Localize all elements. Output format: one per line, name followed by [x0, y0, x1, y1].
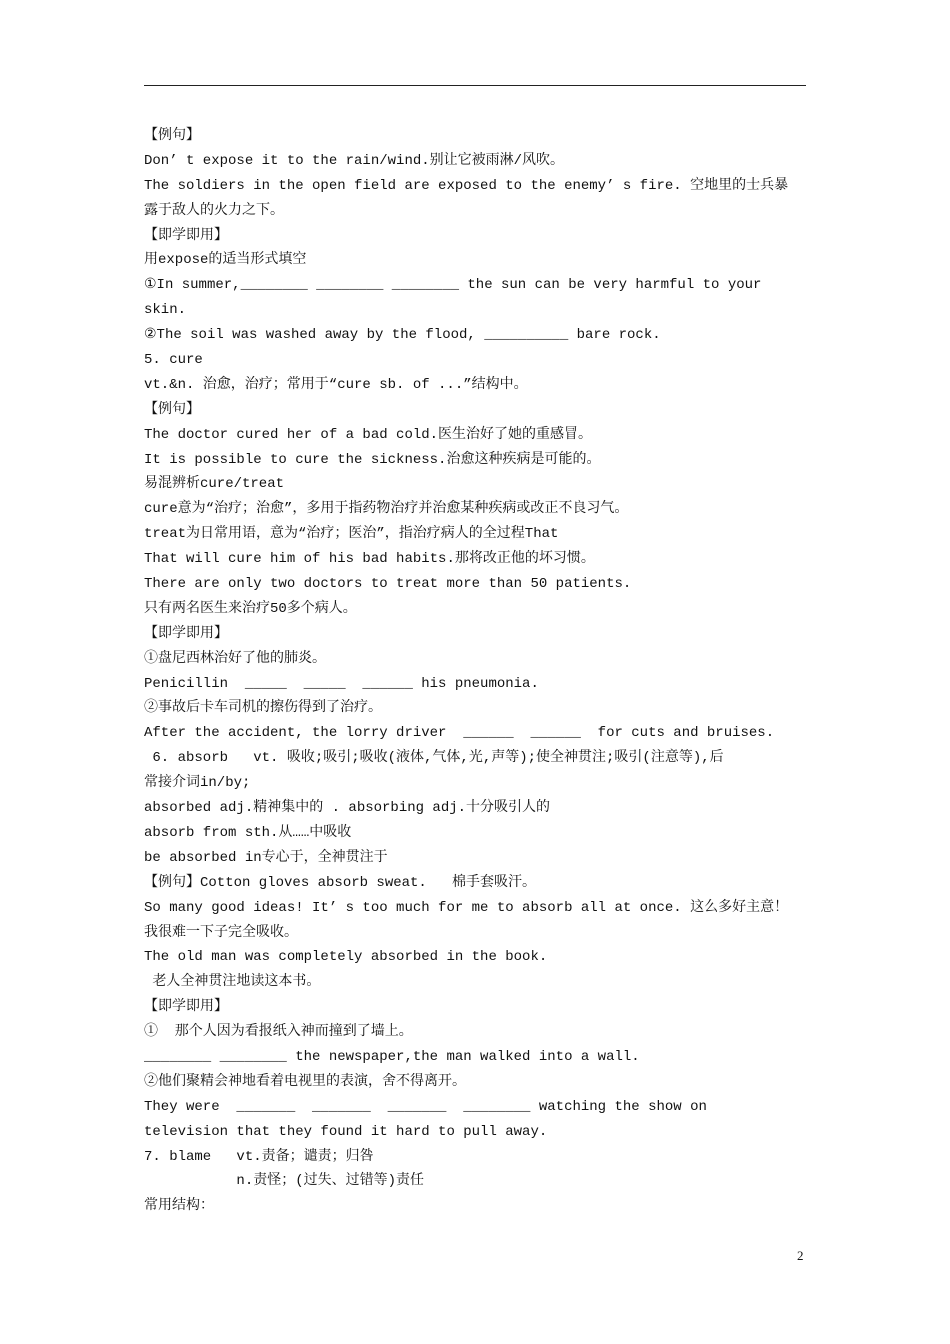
text-line: ①盘尼西林治好了他的肺炎。 — [144, 650, 326, 667]
text-line: 5. cure — [144, 352, 203, 369]
text-line: 常用结构： — [144, 1198, 214, 1215]
text-line: television that they found it hard to pull away. — [144, 1123, 548, 1140]
text-line: be absorbed in专心于，全神贯注于 — [144, 849, 388, 866]
text-line: ① 那个人因为看报纸入神而撞到了墙上。 — [144, 1024, 413, 1041]
header-rule — [144, 85, 806, 86]
text-line: After the accident, the lorry driver ______ ______ for cuts and bruises. — [144, 725, 775, 742]
text-line: Penicillin _____ _____ ______ his pneumonia. — [144, 675, 539, 692]
text-line: 【即学即用】 — [144, 625, 228, 642]
document-body — [144, 124, 806, 1219]
page-number: 2 — [797, 1248, 804, 1263]
text-line: ②他们聚精会神地看着电视里的表演，舍不得离开。 — [144, 1073, 466, 1090]
text-line: 【例句】Cotton gloves absorb sweat. 棉手套吸汗。 — [144, 874, 537, 891]
text-line: 老人全神贯注地读这本书。 — [144, 974, 321, 991]
text-line: ________ ________ the newspaper,the man walked into a wall. — [144, 1048, 640, 1065]
text-line: So many good ideas! It’ s too much for me to absorb all at once. 这么多好主意！ — [144, 899, 789, 916]
text-line: 露于敌人的火力之下。 — [144, 202, 284, 219]
text-line: 易混辨析cure/treat — [144, 476, 285, 493]
text-line: 我很难一下子完全吸收。 — [144, 924, 298, 941]
text-line: ①In summer,________ ________ ________ the sun can be very harmful to your — [144, 277, 762, 294]
text-line: ②事故后卡车司机的擦伤得到了治疗。 — [144, 700, 382, 717]
text-line: They were _______ _______ _______ ________ watching the show on — [144, 1098, 707, 1115]
text-line: vt.&n. 治愈，治疗；常用于“cure sb. of ...”结构中。 — [144, 376, 528, 393]
text-line: 常接介词in/by; — [144, 775, 251, 792]
text-line: absorb from sth.从……中吸收 — [144, 824, 352, 841]
text-line: 7. blame vt.责备；谴责；归咎 — [144, 1148, 374, 1165]
text-line: 【即学即用】 — [144, 999, 228, 1016]
text-line: 6. absorb vt. 吸收;吸引;吸收(液体,气体,光,声等);使全神贯注;吸引(注意等),后 — [144, 750, 724, 767]
text-line: 只有两名医生来治疗50多个病人。 — [144, 600, 357, 617]
text-line: treat为日常用语，意为“治疗；医治”，指治疗病人的全过程That — [144, 526, 559, 543]
text-line: skin. — [144, 302, 187, 319]
text-line: The soldiers in the open field are exposed to the enemy’ s fire. 空地里的士兵暴 — [144, 177, 789, 194]
text-line: ②The soil was washed away by the flood, __________ bare rock. — [144, 327, 661, 344]
text-line: absorbed adj.精神集中的 . absorbing adj.十分吸引人的 — [144, 800, 551, 817]
text-line: There are only two doctors to treat more than 50 patients. — [144, 576, 632, 593]
text-line: cure意为“治疗；治愈”，多用于指药物治疗并治愈某种疾病或改正不良习气。 — [144, 501, 629, 518]
text-line: The old man was completely absorbed in the book. — [144, 949, 548, 966]
text-line: It is possible to cure the sickness.治愈这种疾病是可能的。 — [144, 451, 601, 468]
text-line: 【即学即用】 — [144, 227, 228, 244]
text-line: 用expose的适当形式填空 — [144, 252, 307, 269]
text-line: 【例句】 — [144, 128, 200, 144]
text-line: n.责怪；(过失、过错等)责任 — [144, 1173, 425, 1190]
text-line: Don’ t expose it to the rain/wind.别让它被雨淋/风吹。 — [144, 152, 565, 169]
text-line: The doctor cured her of a bad cold.医生治好了她的重感冒。 — [144, 426, 593, 443]
text-line: 【例句】 — [144, 401, 200, 418]
text-line: That will cure him of his bad habits.那将改正他的坏习惯。 — [144, 551, 595, 568]
